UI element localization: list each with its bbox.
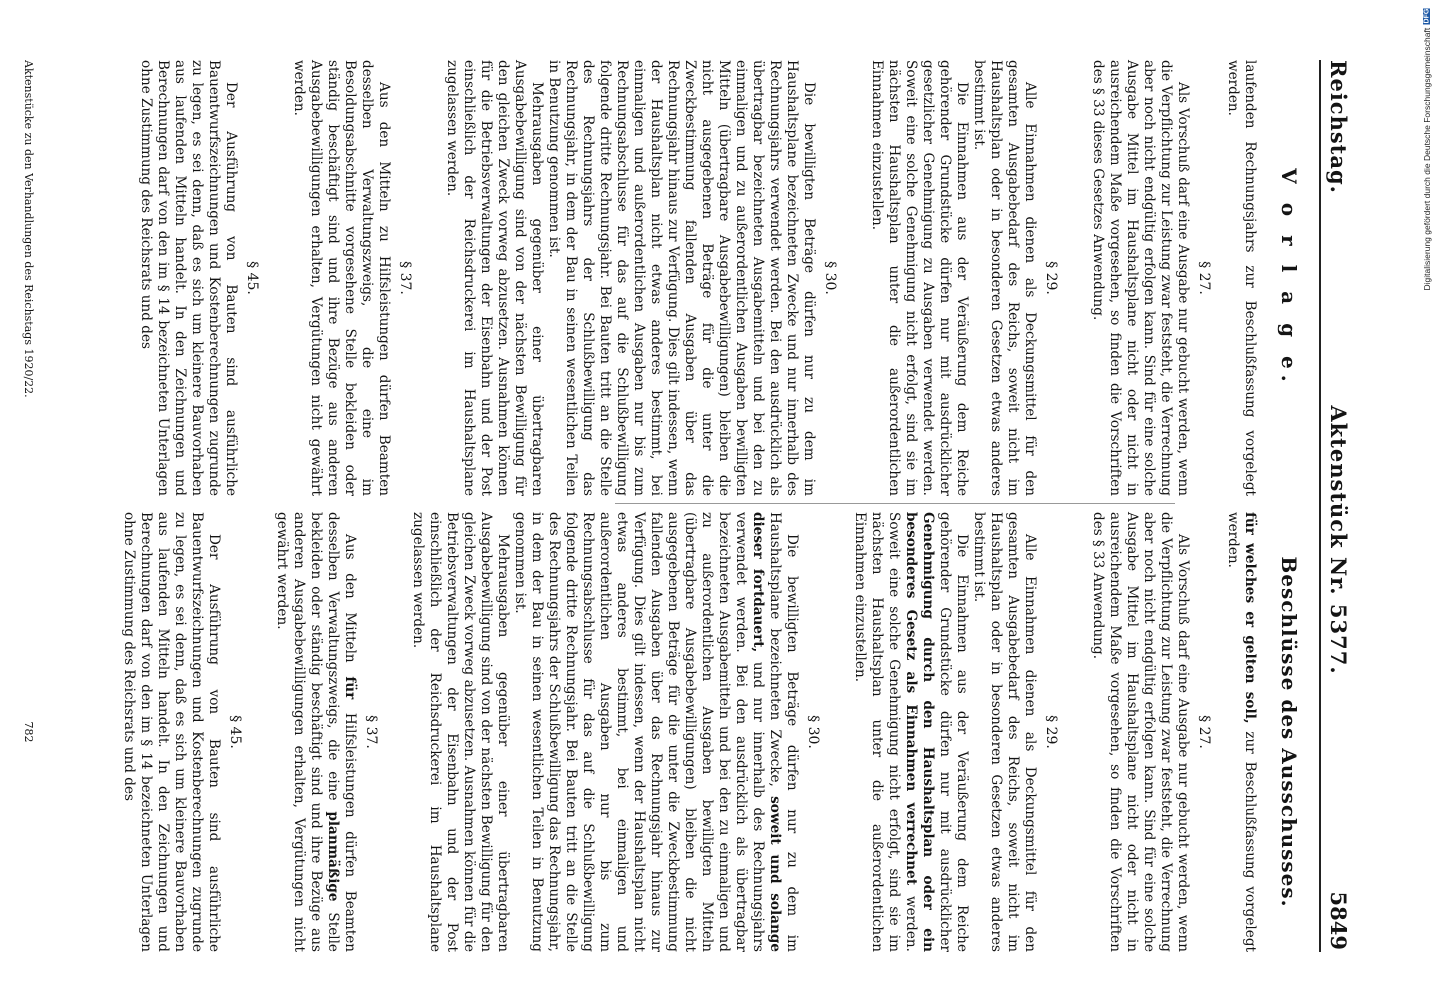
section-30-paragraph-2: Mehrausgaben gegenüber einer übertragbaren Ausgabebewilligung sind von der nächsten Bewilligung für den gleichen Zweck vorweg abzusetzen. Ausnahmen können für die Betriebsverwaltungen der Eisenbahn und der Post einschließlich der Reichsdruckerei im Haushaltsplane zugelassen werden. (410, 512, 511, 952)
column-vorlage (137, 60, 1303, 496)
section-heading-29: § 29. (1043, 715, 1059, 749)
digitization-credit (1422, 8, 1432, 290)
section-29-paragraph-1: Alle Einnahmen dienen als Deckungsmittel für den gesamten Ausgabebedarf des Reichs, soweit nicht im Haushaltsplan oder in besonderen Gesetzen etwas anderes bestimmt ist. (971, 512, 1038, 952)
section-29-paragraph-1: Alle Einnahmen dienen als Deckungsmittel für den gesamten Ausgabebedarf des Reichs, soweit nicht im Haushaltsplan oder in besonderen Gesetzen etwas anderes bestimmt ist. (971, 60, 1038, 496)
section-heading-29: § 29. (1043, 261, 1059, 295)
section-heading-45: § 45. (244, 261, 260, 295)
section-29-paragraph-2 (851, 512, 970, 952)
page-number-top: 5849 (1326, 891, 1351, 950)
header-left: Reichstag. (1326, 60, 1351, 194)
footer-page-number: 782 (22, 721, 35, 743)
section-45-text: Der Ausführung von Bauten sind ausführliche Bauentwurfszeichnungen und Kostenberechnungen zugrunde zu legen, es sei denn, daß es sich um kleinere Bauvorhaben aus laufenden Mitteln handelt. In den Zeichnungen und Berechnungen darf von den im § 14 bezeichneten Unterlagen ohne Zustimmung des Reichsrats und des (138, 60, 239, 496)
column-title-vorlage: V o r l a g e. (1277, 168, 1301, 388)
section-37-text: Aus den Mitteln zu Hilfsleistungen dürfen Beamten desselben Verwaltungszweigs, die eine im Besoldungsabschnitte vorgesehene Stelle bekleiden oder ständig beschäftigt sind und ihre Bezüge aus anderen Ausgabebewilligungen erhalten, Vergütungen nicht gewährt werden. (291, 60, 392, 496)
column-beschluesse (120, 512, 1303, 952)
text-span: werden. Soweit eine solche Genehmigung nicht erfolgt, sind sie im nächsten Haushaltsplan unter die außerordentlichen Einnahmen einzustellen. (852, 512, 919, 952)
section-heading-37: § 37. (363, 715, 379, 749)
section-30-paragraph-2: Mehrausgaben gegenüber einer übertragbaren Ausgabebewilligung sind von der nächsten Bewilligung für den gleichen Zweck vorweg abzusetzen. Ausnahmen können für die Betriebsverwaltungen der Eisenbahn und der Post einschließlich der Reichsdruckerei im Haushaltsplane zugelassen werden. (444, 60, 545, 496)
footer-source: Aktenstücke zu den Verhandlungen des Reichstags 1920/22. (22, 60, 35, 398)
intro-text (1224, 512, 1258, 952)
text-span: Hilfsleistungen dürfen Beamten desselben Verwaltungszweigs, die eine (325, 512, 358, 953)
section-27-text: Als Vorschuß darf eine Ausgabe nur gebucht werden, wenn die Verpflichtung zur Leistung zwar feststeht, die Verrechnung aber noch nicht endgültig erfolgen kann. Sind für eine solche Ausgabe Mittel im Haushaltsplane nicht oder nicht in ausreichendem Maße vorgesehen, so finden die Vorschriften des § 33 dieses Gesetzes Anwendung. (1090, 60, 1191, 496)
text-span: und nur innerhalb des Rechnungsjahrs verwendet werden. Bei den ausdrücklich als übertragbar bezeichneten Ausgabemitteln und bei den zu einmaligen und zu außerordentlichen Ausgaben bewilligten Mitteln (übertragbare Ausgabebewilligungen) bleiben die nicht ausgegebenen Beträge für die unter die Zweckbestimmung fallenden Ausgaben über das Rechnungsjahr hinaus zur Verfügung. Dies gilt indessen, wenn der Haushaltsplan nicht etwas anderes bestimmt, bei einmaligen und außerordentlichen Ausgaben nur bis zum Rechnungsabschlusse für das auf die Schlußbewilligung folgende dritte Rechnungsjahr. Bei Bauten tritt an die Stelle des Rechnungsjahrs der Schlußbewilligung das Rechnungsjahr, in dem der Bau in seinen wesentlichen Teilen in Benutzung genommen ist. (512, 512, 766, 952)
header-rule (1319, 60, 1321, 952)
section-heading-27: § 27. (1196, 715, 1212, 749)
intro-bold: für welches er gelten soll, (1242, 512, 1258, 724)
section-30-paragraph-1: Die bewilligten Beträge dürfen nur zu dem im Haushaltsplane bezeichneten Zwecke und nur innerhalb des Rechnungsjahrs verwendet werden. Bei den ausdrücklich als übertragbar bezeichneten Ausgabemitteln und bei den zu einmaligen und zu außerordentlichen Ausgaben bewilligten Mitteln (übertragbare Ausgabebewilligungen) bleiben die nicht ausgegebenen Beträge für die unter die Zweckbestimmung fallenden Ausgaben über das Rechnungsjahr hinaus zur Verfügung. Dies gilt indessen, wenn der Haushaltsplan nicht etwas anderes bestimmt, bei einmaligen und außerordentlichen Ausgaben nur bis zum Rechnungsabschlusse für das auf die Schlußbewilligung folgende dritte Rechnungsjahr. Bei Bauten tritt an die Stelle des Rechnungsjahrs der Schlußbewilligung das Rechnungsjahr, in dem der Bau in seinen wesentlichen Teilen in Benutzung genommen ist. (546, 60, 817, 496)
text-span: Die Einnahmen aus der Veräußerung dem Reiche gehörender Grundstücke dürfen nur mit ausdrücklicher (937, 512, 970, 952)
section-37-text (273, 512, 358, 952)
amended-text: soweit und solange dieser fortdauert, (750, 512, 783, 952)
header-title: Aktenstück Nr. 5377. (1326, 405, 1351, 675)
text-span: Aus den Mitteln (342, 534, 358, 663)
column-title-beschluesse: Beschlüsse des Ausschusses. (1277, 556, 1301, 908)
section-heading-30: § 30. (805, 715, 821, 749)
text-span: Die bewilligten Beträge dürfen nur zu dem im Haushaltsplane bezeichneten Zwecke, (767, 512, 800, 952)
section-heading-37: § 37. (397, 261, 413, 295)
section-heading-30: § 30. (822, 261, 838, 295)
intro-rest: zur Beschlußfassung vorgelegt werden. (1225, 512, 1258, 952)
section-45-text: Der Ausführung von Bauten sind ausführliche Bauentwurfszeichnungen und Kostenberechnungen zugrunde zu legen, es sei denn, daß es sich um kleinere Bauvorhaben aus laufenden Mitteln handelt. In den Zeichnungen und Berechnungen darf von den im § 14 bezeichneten Unterlagen ohne Zustimmung des Reichsrats und des (121, 512, 222, 952)
credit-text: Digitalisierung gefördert durch die Deutsche Forschungsgemeinschaft (1422, 27, 1432, 291)
amended-text: planmäßige (325, 811, 341, 902)
text-span: Stelle bekleiden oder ständig beschäftigt sind und ihre Bezüge aus anderen Ausgabebewilligungen erhalten, Vergütungen nicht gewährt werden. (274, 512, 341, 952)
section-heading-45: § 45. (227, 715, 243, 749)
column-divider (615, 503, 1175, 504)
section-30-paragraph-1 (511, 512, 800, 952)
section-29-paragraph-2: Die Einnahmen aus der Veräußerung dem Reiche gehörender Grundstücke dürfen nur mit ausdrücklicher gesetzlicher Genehmigung zu Ausgaben verwendet werden. Soweit eine solche Genehmigung nicht erfolgt, sind sie im nächsten Haushaltsplan unter die außerordentlichen Einnahmen einzustellen. (869, 60, 970, 496)
amended-text: Genehmigung durch den Haushaltsplan oder ein besonderes Gesetz als Einnahmen verrechnet (903, 512, 936, 952)
amended-text: für (342, 676, 358, 700)
section-heading-27: § 27. (1196, 261, 1212, 295)
dfg-logo: DFG (1423, 9, 1431, 24)
intro-text: laufenden Rechnungsjahrs zur Beschlußfassung vorgelegt werden. (1225, 60, 1258, 496)
section-27-text: Als Vorschuß darf eine Ausgabe nur gebucht werden, wenn die Verpflichtung zur Leistung zwar feststeht, die Verrechnung aber noch nicht endgültig erfolgen kann. Sind für eine solche Ausgabe Mittel im Haushaltsplane nicht oder nicht in ausreichendem Maße vorgesehen, so finden die Vorschriften des § 33 Anwendung. (1090, 512, 1191, 952)
